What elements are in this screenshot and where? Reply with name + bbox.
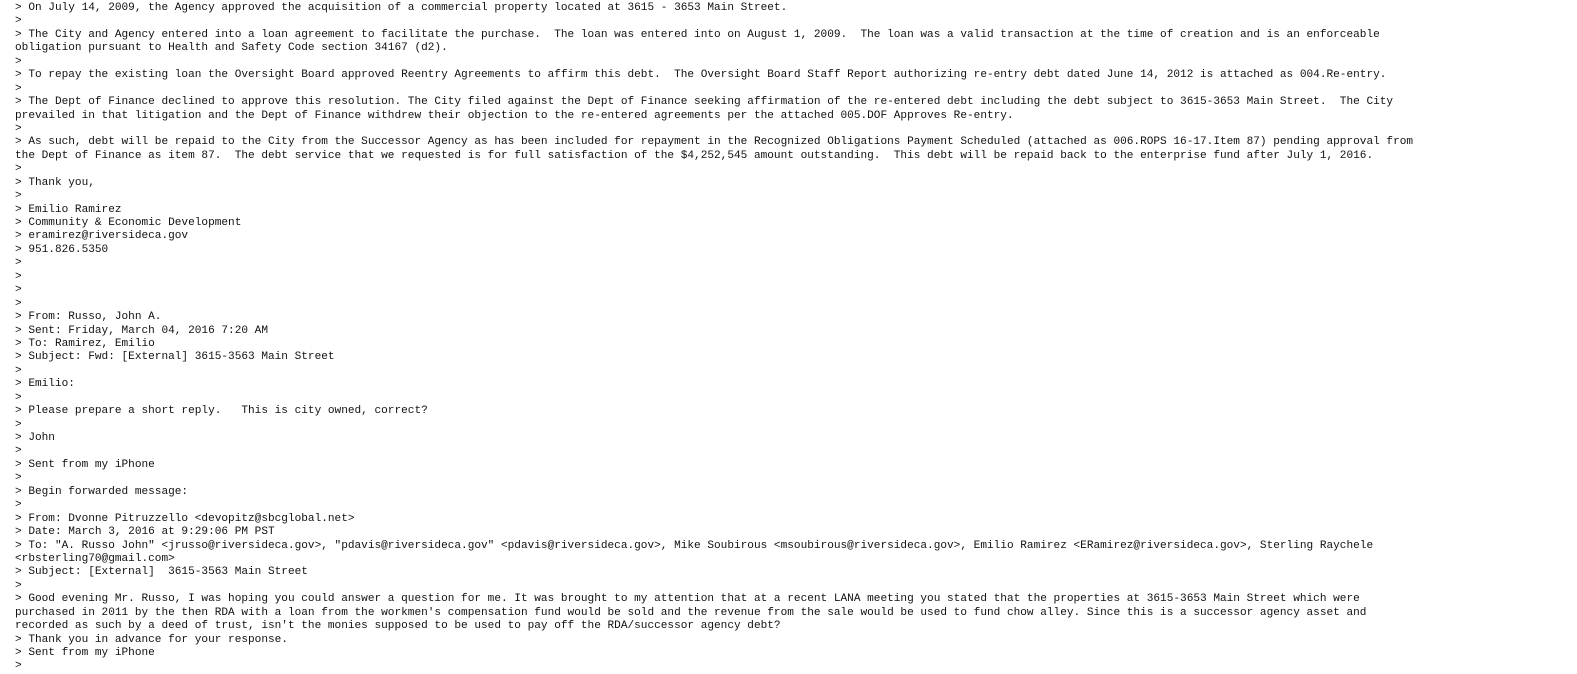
- header-to: > To: Ramirez, Emilio: [15, 337, 155, 350]
- text-line: > Thank you in advance for your response.: [15, 633, 288, 646]
- header-sent: > Sent: Friday, March 04, 2016 7:20 AM: [15, 324, 268, 337]
- text-line: >: [15, 270, 22, 283]
- header-subject: > Subject: [External] 3615-3563 Main Street: [15, 566, 308, 579]
- text-line: obligation pursuant to Health and Safety Code section 34167 (d2).: [15, 42, 448, 55]
- text-line: >: [15, 257, 22, 270]
- text-line: > Emilio:: [15, 378, 75, 391]
- text-line: > John: [15, 432, 55, 444]
- text-line: >: [15, 55, 22, 68]
- signature-name: > Emilio Ramirez: [15, 203, 122, 216]
- text-line: > Good evening Mr. Russo, I was hoping you could answer a question for me. It was brought to my attention that at a recent LANA meeting you stated that the properties at 3615-3653 Main Street which were: [15, 593, 1360, 606]
- text-line: >: [15, 499, 22, 512]
- text-line: > Please prepare a short reply. This is city owned, correct?: [15, 405, 428, 418]
- text-line: > On July 14, 2009, the Agency approved the acquisition of a commercial property located at 3615 - 3653 Main Street.: [15, 2, 788, 14]
- text-line: >: [15, 660, 22, 673]
- header-to: > To: "A. Russo John" <jrusso@riversideca.gov>, "pdavis@riversideca.gov" <pdavis@riversideca.gov>, Mike Soubirous <msoubirous@riversideca.gov>, Emilio Ramirez <ERamirez@riversideca.gov>, Sterling Raychele: [15, 539, 1374, 552]
- text-line: >: [15, 472, 22, 485]
- header-date: > Date: March 3, 2016 at 9:29:06 PM PST: [15, 526, 275, 539]
- text-line: >: [15, 364, 22, 377]
- text-line: > The City and Agency entered into a loan agreement to facilitate the purchase. The loan was entered into on August 1, 2009. The loan was a valid transaction at the time of creation and is an enforceable: [15, 28, 1380, 41]
- text-line: >: [15, 418, 22, 431]
- signature-email: > eramirez@riversideca.gov: [15, 230, 189, 243]
- text-line: purchased in 2011 by the then RDA with a loan from the workmen's compensation fund would be sold and the revenue from the sale would be used to fund chow alley. Since this is a successor agency asset and: [15, 606, 1367, 619]
- text-line: the Dept of Finance as item 87. The debt service that we requested is for full satisfaction of the $4,252,545 amount outstanding. This debt will be repaid back to the enterprise fund after July 1, 2016.: [15, 149, 1374, 162]
- signature-department: > Community & Economic Development: [15, 217, 242, 229]
- text-line: > Sent from my iPhone: [15, 458, 155, 471]
- text-line: recorded as such by a deed of trust, isn't the monies supposed to be used to pay off the RDA/successor agency debt?: [15, 620, 781, 633]
- text-line: > To repay the existing loan the Oversight Board approved Reentry Agreements to affirm this debt. The Oversight Board Staff Report authorizing re-entry debt dated June 14, 2012 is attached as 004.Re-entry.: [15, 69, 1387, 82]
- text-line: >: [15, 445, 22, 458]
- header-from: > From: Russo, John A.: [15, 311, 162, 324]
- text-line: > Begin forwarded message:: [15, 485, 189, 498]
- text-line: prevailed in that litigation and the Dept of Finance withdrew their objection to the re-entered agreements per the attached 005.DOF Approves Re-entry.: [15, 109, 1014, 122]
- text-line: >: [15, 163, 22, 176]
- text-line: > As such, debt will be repaid to the City from the Successor Agency as has been included for repayment in the Recognized Obligations Payment Scheduled (attached as 006.ROPS 16-17.Item 87) pending approval from: [15, 136, 1414, 149]
- text-line: >: [15, 15, 22, 28]
- text-line: >: [15, 284, 22, 297]
- text-line: >: [15, 190, 22, 203]
- text-line: >: [15, 297, 22, 310]
- header-subject: > Subject: Fwd: [External] 3615-3563 Main Street: [15, 351, 335, 364]
- text-line: <rbsterling70@gmail.com>: [15, 552, 175, 565]
- text-line: >: [15, 579, 22, 592]
- text-line: > Sent from my iPhone: [15, 647, 155, 659]
- text-line: >: [15, 122, 22, 135]
- email-thread-document: [15, 2, 1565, 674]
- text-line: > Thank you,: [15, 176, 95, 189]
- header-from: > From: Dvonne Pitruzzello <devopitz@sbcglobal.net>: [15, 512, 355, 525]
- text-line: > The Dept of Finance declined to approve this resolution. The City filed against the Dept of Finance seeking affirmation of the re-entered debt including the debt subject to 3615-3653 Main Street. The City: [15, 96, 1394, 109]
- signature-phone: > 951.826.5350: [15, 243, 109, 256]
- text-line: >: [15, 391, 22, 404]
- text-line: >: [15, 82, 22, 95]
